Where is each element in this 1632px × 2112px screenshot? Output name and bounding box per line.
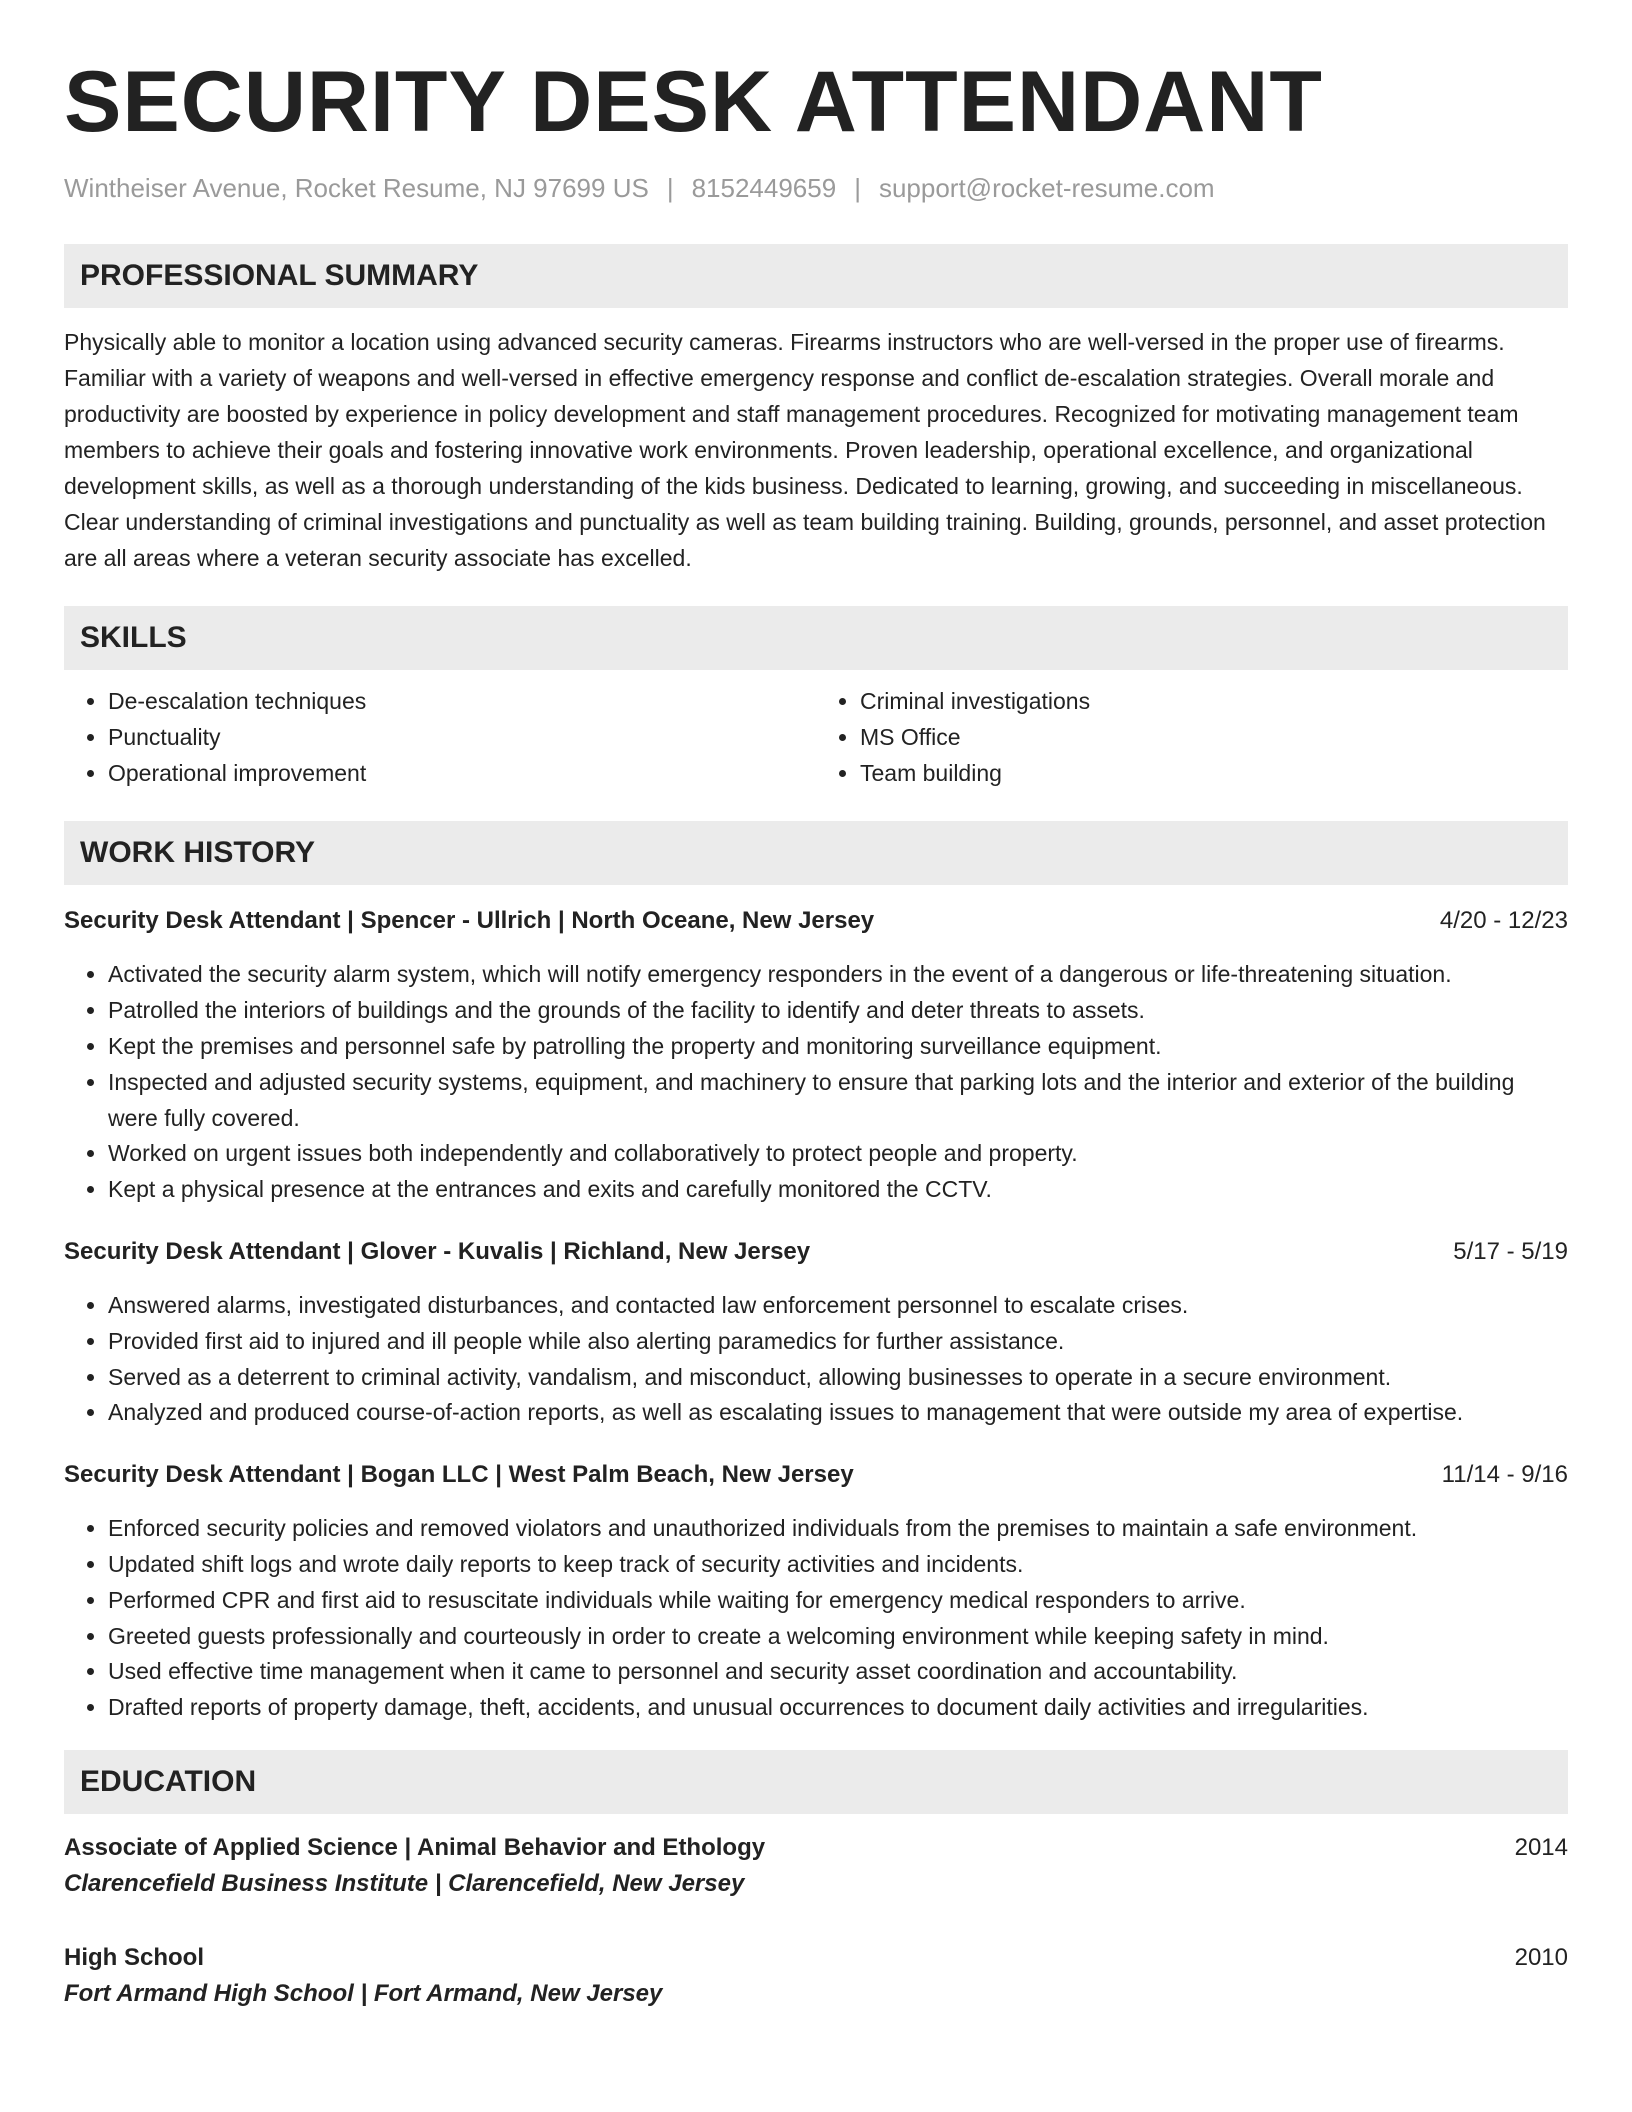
education-degree: Associate of Applied Science | Animal Behavior and Ethology bbox=[64, 1833, 766, 1861]
job-bullet: • Enforced security policies and removed violators and unauthorized individuals from the premises to maintain a safe environment. bbox=[108, 1511, 1568, 1547]
job-bullet: • Performed CPR and first aid to resuscitate individuals while waiting for emergency medical responders to arrive. bbox=[108, 1583, 1568, 1619]
skill-item: • Punctuality bbox=[108, 720, 816, 756]
job-dates: 4/20 - 12/23 bbox=[1439, 907, 1568, 935]
section-header-work: WORK HISTORY bbox=[64, 821, 1568, 885]
skill-item: • Team building bbox=[860, 756, 1568, 792]
job-bullet: • Kept the premises and personnel safe by patrolling the property and monitoring surveillance equipment. bbox=[108, 1029, 1568, 1065]
education-year: 2014 bbox=[1514, 1833, 1568, 1861]
education-entry bbox=[64, 1940, 1568, 2012]
contact-address: Wintheiser Avenue, Rocket Resume, NJ 97699 US bbox=[64, 173, 649, 203]
contact-line bbox=[64, 170, 1568, 206]
job-bullet: • Answered alarms, investigated disturbances, and contacted law enforcement personnel to escalate crises. bbox=[108, 1288, 1568, 1324]
job-header bbox=[64, 903, 1568, 939]
skill-item: • Operational improvement bbox=[108, 756, 816, 792]
education-degree: High School bbox=[64, 1943, 204, 1971]
candidate-name: SECURITY DESK ATTENDANT bbox=[64, 54, 1323, 150]
job-bullet: • Activated the security alarm system, which will notify emergency responders in the event of a dangerous or life-threatening situation. bbox=[108, 957, 1568, 993]
contact-email: support@rocket-resume.com bbox=[878, 173, 1215, 203]
job-entry bbox=[64, 1457, 1568, 1726]
skill-item: • Criminal investigations bbox=[860, 684, 1568, 720]
skills-grid bbox=[64, 684, 1568, 791]
job-bullet: • Provided first aid to injured and ill people while also alerting paramedics for further assistance. bbox=[108, 1324, 1568, 1360]
job-entry bbox=[64, 1234, 1568, 1431]
job-bullets bbox=[64, 1288, 1568, 1431]
job-bullets bbox=[64, 1511, 1568, 1726]
summary-text: Physically able to monitor a location using advanced security cameras. Firearms instructors who are well-versed in the proper use of firearms. Familiar with a variety of weapons and well-versed in effective emergency response and conflict de-escalation strategies. Overall morale and productivity are boosted by experience in policy development and staff management procedures. Recognized for motivating management team members to achieve their goals and fostering innovative work environments. Proven leadership, operational excellence, and organizational development skills, as well as a thorough understanding of the kids business. Dedicated to learning, growing, and succeeding in miscellaneous. Clear understanding of criminal investigations and punctuality as well as team building training. Building, grounds, personnel, and asset protection are all areas where a veteran security associate has excelled. bbox=[64, 329, 1546, 571]
job-bullet: • Greeted guests professionally and courteously in order to create a welcoming environment while keeping safety in mind. bbox=[108, 1619, 1568, 1655]
skills-list-left bbox=[64, 684, 816, 791]
skill-item: • MS Office bbox=[860, 720, 1568, 756]
job-bullet: • Served as a deterrent to criminal activity, vandalism, and misconduct, allowing businesses to operate in a secure environment. bbox=[108, 1360, 1568, 1396]
education-year: 2010 bbox=[1514, 1943, 1568, 1971]
education-entry bbox=[64, 1830, 1568, 1902]
section-header-education: EDUCATION bbox=[64, 1750, 1568, 1814]
job-title: Security Desk Attendant | Bogan LLC | West Palm Beach, New Jersey bbox=[64, 1461, 854, 1489]
skills-list-right bbox=[816, 684, 1568, 791]
section-header-summary: PROFESSIONAL SUMMARY bbox=[64, 244, 1568, 308]
education-header bbox=[64, 1940, 1568, 1976]
job-bullet: • Worked on urgent issues both independently and collaboratively to protect people and property. bbox=[108, 1136, 1568, 1172]
job-bullets bbox=[64, 957, 1568, 1208]
job-entry bbox=[64, 903, 1568, 1208]
job-bullet: • Patrolled the interiors of buildings and the grounds of the facility to identify and deter threats to assets. bbox=[108, 993, 1568, 1029]
job-bullet: • Analyzed and produced course-of-action reports, as well as escalating issues to management that were outside my area of expertise. bbox=[108, 1395, 1568, 1431]
job-bullet: • Inspected and adjusted security systems, equipment, and machinery to ensure that parking lots and the interior and exterior of the building were fully covered. bbox=[108, 1065, 1568, 1137]
education-header bbox=[64, 1830, 1568, 1866]
education-school: Clarencefield Business Institute | Clarencefield, New Jersey bbox=[64, 1869, 745, 1897]
job-bullet: • Kept a physical presence at the entrances and exits and carefully monitored the CCTV. bbox=[108, 1172, 1568, 1208]
contact-separator: | bbox=[854, 173, 861, 203]
job-header bbox=[64, 1234, 1568, 1270]
job-title: Security Desk Attendant | Spencer - Ullrich | North Oceane, New Jersey bbox=[64, 907, 875, 935]
education-school: Fort Armand High School | Fort Armand, New Jersey bbox=[64, 1979, 663, 2007]
job-bullet: • Drafted reports of property damage, theft, accidents, and unusual occurrences to document daily activities and irregularities. bbox=[108, 1690, 1568, 1726]
job-bullet: • Used effective time management when it came to personnel and security asset coordination and accountability. bbox=[108, 1654, 1568, 1690]
skill-item: • De-escalation techniques bbox=[108, 684, 816, 720]
contact-separator: | bbox=[666, 173, 674, 203]
job-dates: 11/14 - 9/16 bbox=[1441, 1461, 1568, 1489]
job-title: Security Desk Attendant | Glover - Kuvalis | Richland, New Jersey bbox=[64, 1237, 811, 1265]
job-header bbox=[64, 1457, 1568, 1493]
contact-phone: 8152449659 bbox=[691, 173, 837, 203]
job-dates: 5/17 - 5/19 bbox=[1453, 1237, 1568, 1265]
section-header-skills: SKILLS bbox=[64, 606, 1568, 670]
job-bullet: • Updated shift logs and wrote daily reports to keep track of security activities and incidents. bbox=[108, 1547, 1568, 1583]
